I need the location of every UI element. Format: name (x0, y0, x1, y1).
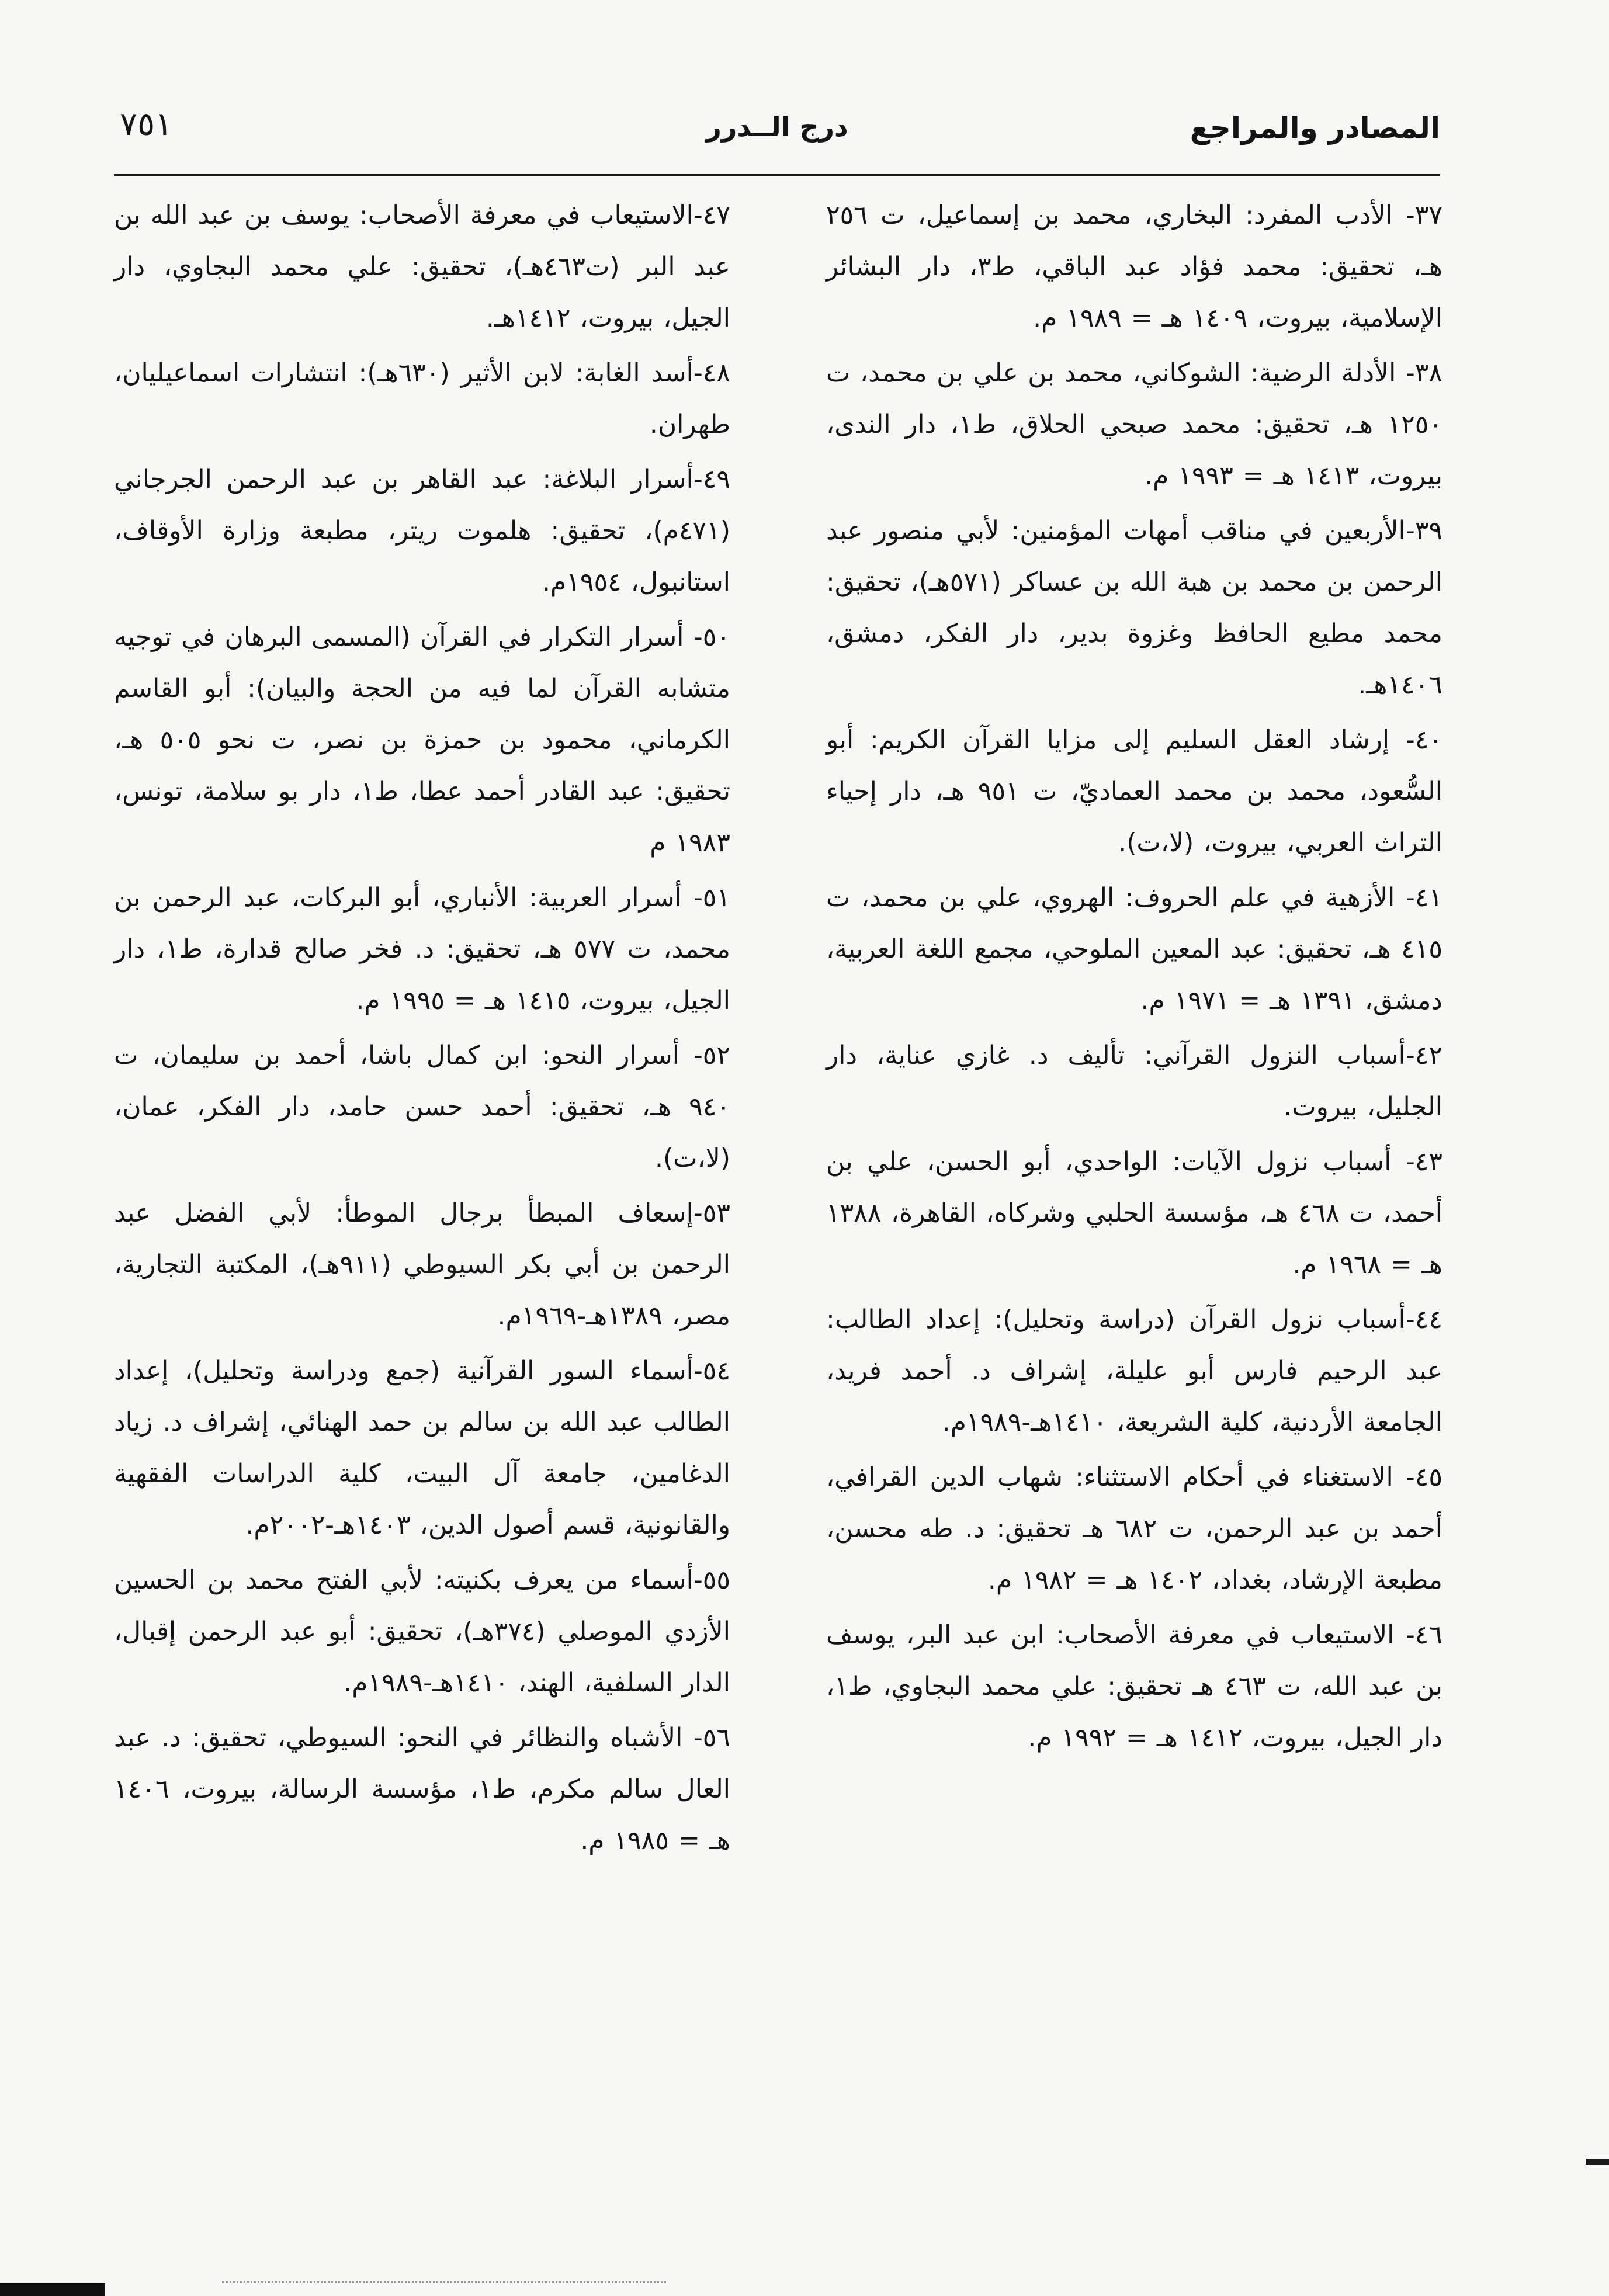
reference-entry: ٥٣-إسعاف المبطأ برجال الموطأ: لأبي الفضل عبد الرحمن بن أبي بكر السيوطي (٩١١هـ)، المكتبة التجارية، مصر، ١٣٨٩هـ-١٩٦٩م. (114, 1198, 730, 1331)
reference-entry: ٤٧-الاستيعاب في معرفة الأصحاب: يوسف بن عبد الله بن عبد البر (ت٤٦٣هـ)، تحقيق: علي محمد البجاوي، دار الجيل، بيروت، ١٤١٢هـ. (114, 200, 731, 333)
reference-entry: ٤٢-أسباب النزول القرآني: تأليف د. غازي عناية، دار الجليل، بيروت. (826, 1041, 1442, 1122)
reference-entry: ٣٩-الأربعين في مناقب أمهات المؤمنين: لأبي منصور عبد الرحمن بن محمد بن هبة الله بن عساكر (٥٧١هـ)، تحقيق: محمد مطيع الحافظ وغزوة بدير، دار الفكر، دمشق، ١٤٠٦هـ. (826, 516, 1442, 700)
reference-entry: ٣٧- الأدب المفرد: البخاري، محمد بن إسماعيل، ت ٢٥٦ هـ، تحقيق: محمد فؤاد عبد الباقي، ط٣، دار البشائر الإسلامية، بيروت، ١٤٠٩ هـ = ١٩٨٩ م. (826, 200, 1442, 333)
page-header (114, 88, 1440, 164)
right-column (826, 190, 1442, 1767)
reference-entry: ٤١- الأزهية في علم الحروف: الهروي، علي بن محمد، ت ٤١٥ هـ، تحقيق: عبد المعين الملوحي، مجمع اللغة العربية، دمشق، ١٣٩١ هـ = ١٩٧١ م. (826, 883, 1442, 1015)
reference-entry: ٤٦- الاستيعاب في معرفة الأصحاب: ابن عبد البر، يوسف بن عبد الله، ت ٤٦٣ هـ تحقيق: علي محمد البجاوي، ط١، دار الجيل، بيروت، ١٤١٢ هـ = ١٩٩٢ م. (826, 1620, 1442, 1753)
reference-entry: ٥٤-أسماء السور القرآنية (جمع ودراسة وتحليل)، إعداد الطالب عبد الله بن سالم بن حمد الهنائي، إشراف د. زياد الدغامين، جامعة آل البيت، كلية الدراسات الفقهية والقانونية، قسم أصول الدين، ١٤٠٣هـ-٢٠٠٢م. (114, 1356, 730, 1540)
reference-entry: ٥٥-أسماء من يعرف بكنيته: لأبي الفتح محمد بن الحسين الأزدي الموصلي (٣٧٤هـ)، تحقيق: أبو عبد الرحمن إقبال، الدار السلفية، الهند، ١٤١٠هـ-١٩٨٩م. (114, 1565, 731, 1698)
reference-entry: ٥٠- أسرار التكرار في القرآن (المسمى البرهان في توجيه متشابه القرآن لما فيه من الحجة والبيان): أبو القاسم الكرماني، محمود بن حمزة بن نصر، ت نحو ٥٠٥ هـ، تحقيق: عبد القادر أحمد عطا، ط١، دار بو سلامة، تونس، ١٩٨٣ م (114, 622, 730, 858)
reference-entry: ٥٢- أسرار النحو: ابن كمال باشا، أحمد بن سليمان، ت ٩٤٠ هـ، تحقيق: أحمد حسن حامد، دار الفكر، عمان، (لا،ت). (114, 1041, 730, 1173)
reference-entry: ٤٣- أسباب نزول الآيات: الواحدي، أبو الحسن، علي بن أحمد، ت ٤٦٨ هـ، مؤسسة الحلبي وشركاه، القاهرة، ١٣٨٨ هـ = ١٩٦٨ م. (826, 1147, 1442, 1279)
reference-entry: ٥٦- الأشباه والنظائر في النحو: السيوطي، تحقيق: د. عبد العال سالم مكرم، ط١، مؤسسة الرسالة، بيروت، ١٤٠٦ هـ = ١٩٨٥ م. (114, 1723, 730, 1855)
scan-edge-mark (1586, 2159, 1609, 2165)
section-title: المصادر والمراجع (1190, 111, 1440, 145)
reference-entry: ٤٠- إرشاد العقل السليم إلى مزايا القرآن الكريم: أبو السُّعود، محمد بن محمد العماديّ، ت ٩٥١ هـ، دار إحياء التراث العربي، بيروت، (لا،ت). (826, 725, 1442, 858)
reference-entry: ٤٤-أسباب نزول القرآن (دراسة وتحليل): إعداد الطالب: عبد الرحيم فارس أبو عليلة، إشراف د. أحمد فريد، الجامعة الأردنية، كلية الشريعة، ١٤١٠هـ-١٩٨٩م. (826, 1305, 1442, 1437)
reference-entry: ٥١- أسرار العربية: الأنباري، أبو البركات، عبد الرحمن بن محمد، ت ٥٧٧ هـ، تحقيق: د. فخر صالح قدارة، ط١، دار الجيل، بيروت، ١٤١٥ هـ = ١٩٩٥ م. (114, 883, 730, 1015)
reference-entry: ٣٨- الأدلة الرضية: الشوكاني، محمد بن علي بن محمد، ت ١٢٥٠ هـ، تحقيق: محمد صبحي الحلاق، ط١، دار الندى، بيروت، ١٤١٣ هـ = ١٩٩٣ م. (826, 358, 1443, 491)
page-number: ٧٥١ (120, 105, 173, 143)
reference-entry: ٤٩-أسرار البلاغة: عبد القاهر بن عبد الرحمن الجرجاني (٤٧١م)، تحقيق: هلموت ريتر، مطبعة وزارة الأوقاف، استانبول، ١٩٥٤م. (114, 464, 730, 597)
reference-entry: ٤٥- الاستغناء في أحكام الاستثناء: شهاب الدين القرافي، أحمد بن عبد الرحمن، ت ٦٨٢ هـ تحقيق: د. طه محسن، مطبعة الإرشاد، بغداد، ١٤٠٢ هـ = ١٩٨٢ م. (826, 1462, 1442, 1595)
book-title: درج الــدرر (706, 111, 848, 143)
header-divider (114, 174, 1440, 176)
reference-entry: ٤٨-أسد الغابة: لابن الأثير (٦٣٠هـ): انتشارات اسماعيليان، طهران. (114, 358, 730, 439)
left-column (114, 190, 730, 1870)
scan-bottom-bar (0, 2283, 105, 2296)
scan-bottom-noise (222, 2281, 666, 2285)
